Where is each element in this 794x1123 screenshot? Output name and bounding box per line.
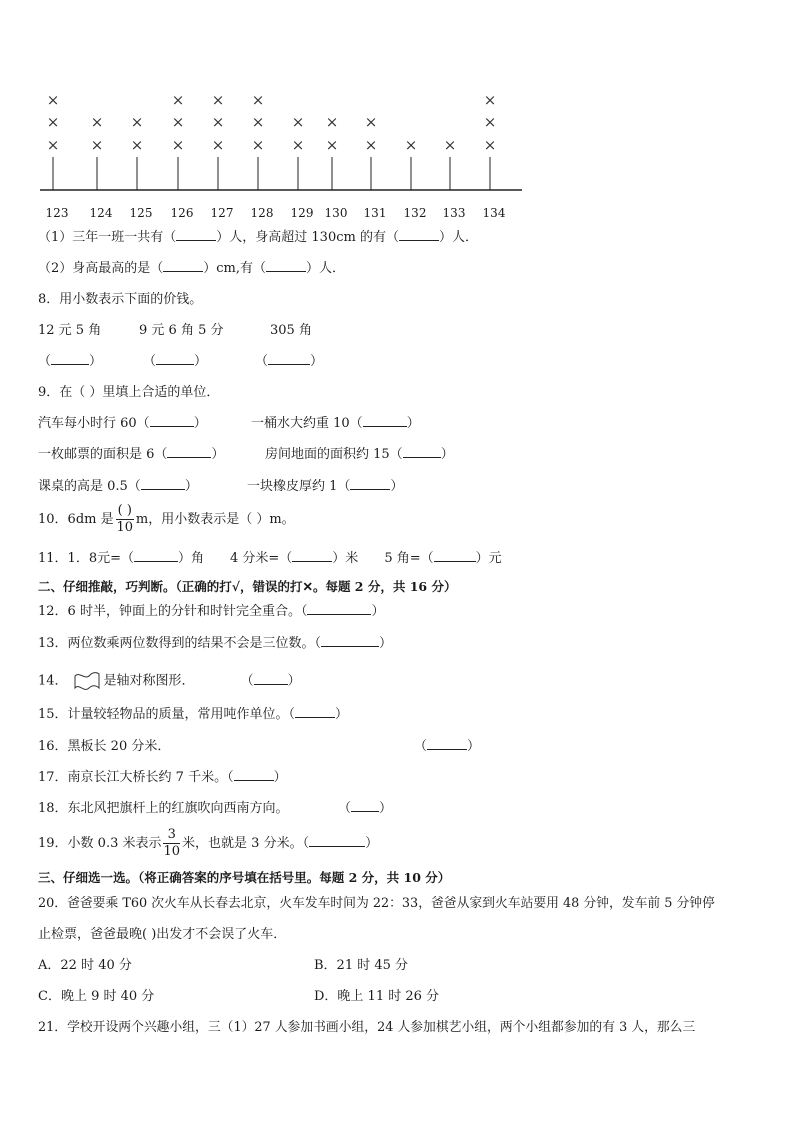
q15: 15．计量较轻物品的质量，常用吨作单位。（ ） (38, 707, 349, 722)
q9-item-1: 汽车每小时行 60（ ） (38, 416, 207, 431)
q8-answer-3: （ ） (255, 354, 324, 369)
q14-number: 14． (38, 673, 68, 689)
q10 (38, 503, 295, 536)
plot-tick-label: 125 (129, 206, 153, 220)
plot-cross-mark: × (483, 113, 497, 131)
plot-cross-mark: × (364, 113, 378, 131)
q16-text: 16．黑板长 20 分米． (38, 739, 171, 754)
plot-cross-mark: × (211, 91, 225, 109)
q8-answer-1: （ ） (38, 354, 103, 369)
q8-answer-2: （ ） (143, 354, 208, 369)
q8-item-2: 9 元 6 角 5 分 (139, 323, 224, 338)
q7-sub1-text-a: （1）三年一班一共有（ (38, 230, 177, 245)
q9-blank-4[interactable] (403, 446, 441, 458)
q19-fraction-num: 3 (163, 827, 180, 844)
q20-option-d[interactable]: D．晚上 11 时 26 分 (314, 989, 440, 1004)
q19-fraction-den: 10 (163, 844, 181, 859)
q9-title: 9．在（ ）里填上合适的单位． (38, 385, 220, 400)
q19-fraction (163, 827, 180, 860)
wave-shape-icon (72, 671, 102, 691)
q9-item-4: 房间地面的面积约 15（ ） (265, 447, 454, 462)
q15-blank[interactable] (295, 706, 335, 718)
q7-sub1 (38, 229, 478, 247)
q7-answer-blank-2[interactable] (399, 229, 439, 241)
plot-cross-mark: × (171, 136, 185, 154)
plot-tick-label: 129 (290, 206, 314, 220)
plot-cross-mark: × (325, 113, 339, 131)
q7-answer-blank-1[interactable] (176, 229, 216, 241)
plot-cross-mark: × (211, 136, 225, 154)
plot-tick-label: 124 (89, 206, 113, 220)
q7-sub2-text-a: （2）身高最高的是（ (38, 261, 164, 276)
q8-item-3: 305 角 (270, 323, 312, 338)
plot-cross-mark: × (325, 136, 339, 154)
plot-cross-mark: × (483, 91, 497, 109)
plot-tick-label: 130 (324, 206, 348, 220)
q9-item-6: 一块橡皮厚约 1（ ） (247, 479, 404, 494)
q12: 12．6 时半，钟面上的分针和时针完全重合。（ ） (38, 604, 385, 619)
plot-tick-label: 134 (482, 206, 506, 220)
plot-cross-mark: × (291, 136, 305, 154)
plot-cross-mark: × (443, 136, 457, 154)
q7-answer-blank-4[interactable] (266, 260, 306, 272)
plot-cross-mark: × (291, 113, 305, 131)
q20-option-c[interactable]: C．晚上 9 时 40 分 (38, 989, 155, 1004)
q8-title: 8．用小数表示下面的价钱。 (38, 292, 203, 307)
plot-tick-label: 131 (363, 206, 387, 220)
q9-item-3: 一枚邮票的面积是 6（ ） (38, 447, 225, 462)
plot-cross-mark: × (404, 136, 418, 154)
q11: 11．1．8元=（ ）角 4 分米=（ ）米 5 角=（ ）元 (38, 551, 502, 566)
q9-item-5: 课桌的高是 0.5（ ） (38, 479, 198, 494)
q8-blank-1[interactable] (51, 353, 89, 365)
q8-item-1: 12 元 5 角 (38, 323, 102, 338)
plot-cross-mark: × (171, 113, 185, 131)
q7-sub2 (38, 260, 345, 278)
q9-blank-5[interactable] (141, 478, 185, 490)
q17: 17．南京长江大桥长约 7 千米。（ ） (38, 770, 287, 785)
plot-tick-label: 123 (45, 206, 69, 220)
q11-blank-3[interactable] (434, 550, 476, 562)
q7-sub2-text-b: ）cm,有（ (203, 261, 267, 276)
section-2-heading: 二、仔细推敲，巧判断。（正确的打√，错误的打✕。每题 2 分，共 16 分） (38, 579, 457, 594)
q8-blank-3[interactable] (268, 353, 310, 365)
q19-text-a: 19．小数 0.3 米表示 (38, 836, 162, 851)
plot-tick-label: 126 (170, 206, 194, 220)
plot-cross-mark: × (251, 136, 265, 154)
q12-blank[interactable] (307, 603, 371, 615)
q14: 14． 是轴对称图形． （ ） (38, 671, 301, 691)
q19-text-b: 米，也就是 3 分米。（ (182, 836, 310, 851)
q17-blank[interactable] (234, 769, 274, 781)
plot-cross-mark: × (46, 91, 60, 109)
q7-sub1-text-b: ）人，身高超过 130cm 的有（ (216, 230, 399, 245)
q13: 13．两位数乘两位数得到的结果不会是三位数。（ ） (38, 636, 393, 651)
q7-sub1-text-c: ）人． (438, 230, 478, 245)
q9-blank-1[interactable] (150, 415, 194, 427)
plot-cross-mark: × (90, 113, 104, 131)
plot-tick-label: 132 (403, 206, 427, 220)
plot-cross-mark: × (130, 113, 144, 131)
q10-text-a: 10．6dm 是 (38, 512, 114, 527)
plot-tick-label: 128 (250, 206, 274, 220)
plot-cross-mark: × (171, 91, 185, 109)
q13-blank[interactable] (321, 635, 379, 647)
q9-blank-6[interactable] (350, 478, 390, 490)
q18-blank[interactable] (351, 800, 379, 812)
height-line-plot (0, 85, 560, 225)
q11-blank-2[interactable] (292, 550, 332, 562)
q19: 19．小数 0.3 米表示 $\frac{3}{10}$ 米，也就是 3 分米。（ ） (38, 827, 379, 859)
q20-option-b[interactable]: B．21 时 45 分 (314, 958, 409, 973)
plot-cross-mark: × (90, 136, 104, 154)
q14-text: 是轴对称图形． (103, 673, 195, 689)
q18-answer: （ ） (338, 801, 393, 816)
q10-fraction-den: 10 (116, 520, 134, 535)
plot-cross-mark: × (130, 136, 144, 154)
q10-fraction-blank[interactable]: ( ) (117, 503, 132, 518)
plot-tick-label: 127 (210, 206, 234, 220)
q8-blank-2[interactable] (156, 353, 194, 365)
q20-option-a[interactable]: A．22 时 40 分 (38, 958, 132, 973)
q20-line-2: 止检票，爸爸最晚( )出发才不会误了火车． (38, 927, 287, 942)
q9-blank-3[interactable] (167, 446, 211, 458)
q20-line-1: 20．爸爸要乘 T60 次火车从长春去北京，火车发车时间为 22：33，爸爸从家到火车站要用 48 分钟，发车前 5 分钟停 (38, 896, 715, 911)
q21-line-1: 21．学校开设两个兴趣小组，三（1）27 人参加书画小组，24 人参加棋艺小组，两个小组都参加的有 3 人，那么三 (38, 1020, 696, 1035)
plot-tick-label: 133 (442, 206, 466, 220)
q7-answer-blank-3[interactable] (163, 260, 203, 272)
q7-sub2-text-c: ）人． (306, 261, 346, 276)
q9-blank-2[interactable] (363, 415, 407, 427)
q9-item-2: 一桶水大约重 10（ ） (251, 416, 420, 431)
q10-fraction (116, 503, 134, 536)
plot-cross-mark: × (483, 136, 497, 154)
q16-answer: （ ） (414, 739, 481, 754)
q18-text: 18．东北风把旗杆上的红旗吹向西南方向。 (38, 801, 289, 816)
plot-cross-mark: × (364, 136, 378, 154)
plot-cross-mark: × (46, 136, 60, 154)
q19-blank[interactable] (309, 835, 365, 847)
q16-blank[interactable] (427, 738, 467, 750)
q11-blank-1[interactable] (134, 550, 178, 562)
section-3-heading: 三、仔细选一选。（将正确答案的序号填在括号里。每题 2 分，共 10 分） (38, 870, 451, 885)
plot-cross-mark: × (251, 113, 265, 131)
plot-cross-mark: × (46, 113, 60, 131)
q14-blank[interactable] (254, 673, 288, 685)
q10-text-b: m，用小数表示是（ ）m。 (135, 512, 295, 527)
plot-cross-mark: × (211, 113, 225, 131)
plot-cross-mark: × (251, 91, 265, 109)
